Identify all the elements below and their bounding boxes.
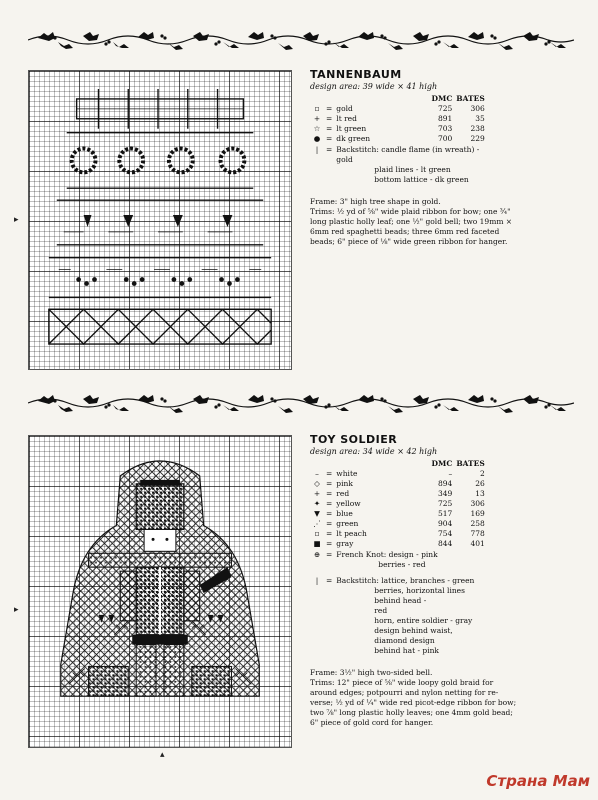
table-row: + = lt red 891 35 (310, 114, 487, 124)
thread-bates: 35 (475, 114, 485, 123)
note-line: beads; 6" piece of ⅛" wide green ribbon for hanger. (310, 237, 508, 246)
thread-bates: 13 (475, 489, 485, 498)
tannenbaum-pattern (29, 71, 291, 369)
table-row: – = white – 2 (310, 469, 487, 479)
toy-soldier-chart (28, 435, 292, 748)
thread-name: lt red (336, 114, 357, 123)
dmc-header: DMC (431, 459, 453, 468)
backstitch-row: | = Backstitch: candle flame (in wreath) - gold plaid lines - lt green bottom lattice - dk green (310, 144, 487, 185)
thread-bates: 229 (470, 134, 485, 143)
bates-header: BATES (456, 459, 485, 468)
thread-dmc: 891 (437, 114, 453, 123)
center-arrow-left-2: ▸ (14, 605, 19, 615)
table-row: ● = dk green 700 229 (310, 134, 487, 144)
thread-dmc: – (448, 469, 453, 478)
note-line: Trims: ½ yd of ⅝" wide plaid ribbon for bow; one ¾" (310, 207, 511, 216)
thread-name: yellow (336, 499, 361, 508)
backstitch-symbol: | (315, 576, 319, 585)
tannenbaum-thread-table (310, 94, 487, 185)
thread-bates: 306 (470, 499, 485, 508)
note-line: long plastic holly leaf; one ½" gold bell; two 19mm × (310, 217, 513, 226)
thread-name: lt peach (336, 529, 367, 538)
backstitch-line: design behind waist, diamond design (374, 626, 453, 645)
table-row: ⋰ = green 904 258 (310, 519, 487, 529)
thread-symbol: + (313, 114, 321, 123)
table-row: ▫ = lt peach 754 778 (310, 529, 487, 539)
toy-soldier-design-area: design area: 34 wide × 42 high (310, 447, 438, 456)
thread-symbol: ✦ (313, 499, 321, 508)
french-knot-symbol: ⊕ (313, 550, 321, 559)
backstitch-line: bottom lattice - dk green (374, 175, 469, 184)
toy-soldier-title: TOY SOLDIER (310, 433, 398, 446)
backstitch-symbol: | (315, 145, 319, 154)
thread-dmc: 904 (437, 519, 453, 528)
table-row: ▼ = blue 517 169 (310, 509, 487, 519)
table-row: ■ = gray 844 401 (310, 539, 487, 549)
thread-symbol: ▫ (314, 104, 320, 113)
table-row: ▫ = gold 725 306 (310, 104, 487, 114)
thread-name: lt green (336, 124, 367, 133)
thread-bates: 306 (470, 104, 485, 113)
french-knot-row: ⊕ = French Knot: design - pink berries - red (310, 549, 487, 570)
thread-name: green (336, 519, 359, 528)
thread-dmc: 703 (437, 124, 453, 133)
backstitch-row: | = Backstitch: lattice, branches - green berries, horizontal lines behind head - red horn, entire soldier - gray design behind waist, diamond design behind hat - pink (310, 575, 487, 656)
toy-soldier-legend (310, 435, 580, 728)
thread-bates: 169 (470, 509, 485, 518)
note-line: around edges; potpourri and nylon netting for re- (310, 688, 499, 697)
thread-symbol: ● (313, 134, 321, 143)
thread-symbol: ▫ (314, 529, 320, 538)
holly-border-top (28, 30, 574, 50)
note-line: verse; ½ yd of ¼" wide red picot-edge ribbon for bow; (310, 698, 517, 707)
toy-soldier-pattern (29, 436, 291, 747)
thread-symbol: ⋰ (313, 519, 321, 528)
backstitch-line: behind hat - pink (374, 646, 439, 655)
thread-name: red (336, 489, 350, 498)
site-watermark: Страна Мам (486, 772, 590, 790)
tannenbaum-legend (310, 70, 580, 247)
french-knot-line: berries - red (378, 560, 426, 569)
backstitch-line: horn, entire soldier - gray (374, 616, 473, 625)
backstitch-line: Backstitch: candle flame (in wreath) - gold (336, 145, 480, 164)
thread-dmc: 754 (437, 529, 453, 538)
thread-symbol: ☆ (313, 124, 321, 133)
thread-bates: 2 (480, 469, 485, 478)
thread-name: pink (336, 479, 353, 488)
thread-symbol: – (315, 469, 319, 478)
thread-bates: 778 (470, 529, 485, 538)
french-knot-line: French Knot: design - pink (336, 550, 438, 559)
thread-bates: 401 (470, 539, 485, 548)
table-row: ✦ = yellow 725 306 (310, 499, 487, 509)
note-line: 6" piece of gold cord for hanger. (310, 718, 434, 727)
thread-symbol: ▼ (314, 509, 320, 518)
tannenbaum-title: TANNENBAUM (310, 68, 402, 81)
tannenbaum-design-area: design area: 39 wide × 41 high (310, 82, 438, 91)
thread-dmc: 725 (437, 499, 453, 508)
thread-dmc: 725 (437, 104, 453, 113)
thread-dmc: 844 (437, 539, 453, 548)
backstitch-line: red (374, 606, 388, 615)
thread-name: dk green (336, 134, 371, 143)
center-arrow-bottom: ▴ (160, 750, 165, 760)
thread-symbol: ◇ (314, 479, 320, 488)
thread-bates: 238 (470, 124, 485, 133)
table-row: ☆ = lt green 703 238 (310, 124, 487, 134)
backstitch-line: Backstitch: lattice, branches - green (336, 576, 475, 585)
table-row: + = red 349 13 (310, 489, 487, 499)
backstitch-line: plaid lines - lt green (374, 165, 451, 174)
thread-name: gold (336, 104, 353, 113)
note-line: two ⅞" long plastic holly leaves; one 4mm gold bead; (310, 708, 513, 717)
thread-name: gray (336, 539, 354, 548)
thread-name: blue (336, 509, 353, 518)
thread-dmc: 894 (437, 479, 453, 488)
bates-header: BATES (456, 94, 485, 103)
note-line: 6mm red spaghetti beads; three 6mm red faceted (310, 227, 500, 236)
thread-name: white (336, 469, 358, 478)
note-line: Frame: 3" high tree shape in gold. (310, 197, 441, 206)
thread-symbol: + (313, 489, 321, 498)
thread-bates: 258 (470, 519, 485, 528)
thread-dmc: 349 (437, 489, 453, 498)
thread-dmc: 517 (437, 509, 453, 518)
dmc-header: DMC (431, 94, 453, 103)
holly-border-middle (28, 393, 574, 413)
center-arrow-left: ▸ (14, 215, 19, 225)
thread-symbol: ■ (313, 539, 321, 548)
note-line: Trims: 12" piece of ⅝" wide loopy gold braid for (310, 678, 494, 687)
note-line: Frame: 3½" high two-sided bell. (310, 668, 433, 677)
backstitch-line: berries, horizontal lines behind head - (374, 586, 465, 605)
tannenbaum-notes (310, 197, 580, 247)
table-row: ◇ = pink 894 26 (310, 479, 487, 489)
toy-soldier-notes (310, 668, 580, 728)
toy-soldier-thread-table (310, 459, 487, 656)
thread-bates: 26 (475, 479, 485, 488)
tannenbaum-chart (28, 70, 292, 370)
thread-dmc: 700 (437, 134, 453, 143)
